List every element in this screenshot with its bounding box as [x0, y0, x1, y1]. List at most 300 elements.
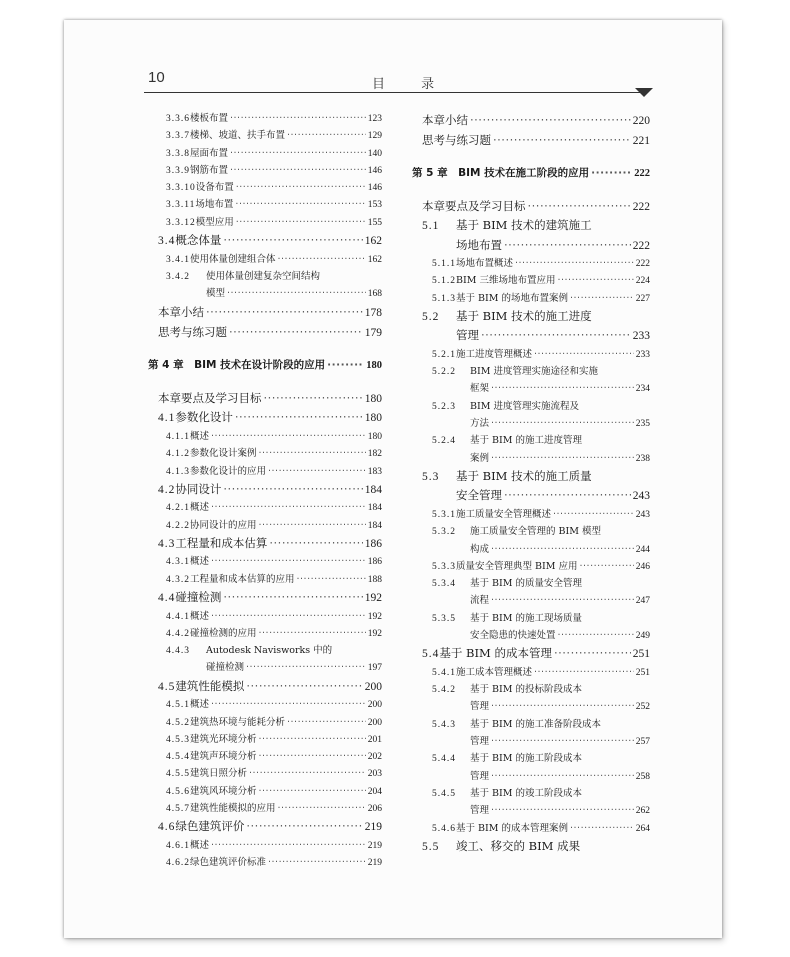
page-ref: 227 — [635, 293, 650, 304]
toc-entry-continuation — [412, 733, 650, 750]
entry-title: 基于 BIM 的竣工阶段成本 — [470, 787, 583, 799]
page-ref: 184 — [364, 483, 382, 496]
section-number: 5.5 — [422, 840, 440, 853]
section-number: 4.6.1 — [166, 840, 190, 851]
toc-entry — [148, 322, 382, 342]
dot-leader — [230, 145, 366, 162]
dot-leader — [558, 627, 634, 644]
dot-leader — [259, 748, 366, 765]
page-ref: 222 — [635, 259, 650, 269]
entry-title: 工程量和成本估算的应用 — [190, 573, 295, 585]
section-number: 4.1 — [158, 412, 176, 425]
section-number: 5.4.2 — [432, 685, 456, 696]
toc-entry — [148, 231, 382, 251]
page-ref: 246 — [635, 561, 650, 572]
dot-leader — [230, 162, 366, 179]
page-ref: 184 — [367, 520, 382, 531]
dot-leader — [470, 110, 631, 130]
toc-entry — [148, 214, 382, 231]
section-number: 5.1.2 — [432, 276, 456, 287]
entry-title-continued: 方法 — [470, 418, 490, 430]
section-number: 4.5.7 — [166, 804, 190, 815]
page-ref: 244 — [635, 544, 650, 555]
toc-entry — [148, 837, 382, 854]
section-number: 5.3.1 — [432, 509, 456, 520]
entry-title: 基于 BIM 技术的施工质量 — [456, 468, 592, 483]
page-ref: 180 — [364, 393, 382, 406]
entry-title: 施工进度管理概述 — [456, 348, 533, 360]
page-ref: 264 — [635, 823, 650, 834]
section-number: 4.5.6 — [166, 786, 190, 797]
dot-leader — [223, 231, 362, 251]
section-number: 4.4.1 — [166, 611, 190, 622]
section-number: 3.3.6 — [166, 114, 190, 124]
entry-title: 竣工、移交的 BIM 成果 — [456, 838, 581, 853]
page-ref: 192 — [367, 611, 382, 622]
toc-entry — [148, 765, 382, 782]
section-number: 4.4.2 — [166, 628, 190, 639]
toc-entry — [148, 854, 382, 871]
toc-entry — [148, 800, 382, 817]
section-number: 5.2.4 — [432, 436, 456, 447]
dot-leader — [491, 450, 634, 467]
page-ref: 262 — [635, 806, 650, 817]
section-number: 5.4 — [422, 648, 440, 661]
section-number: 4.5.3 — [166, 734, 190, 745]
page-ref: 204 — [367, 786, 382, 797]
entry-title: 参数化设计的应用 — [190, 465, 267, 477]
page-ref: 247 — [635, 596, 650, 607]
page-ref: 180 — [364, 412, 382, 425]
entry-title: BIM 三维场地布置应用 — [456, 275, 556, 287]
dot-leader — [481, 326, 631, 346]
toc-entry — [412, 363, 650, 380]
page-ref: 168 — [367, 289, 382, 300]
section-number: 4.1.3 — [166, 466, 190, 477]
dot-leader — [491, 592, 634, 609]
page-ref: 200 — [364, 680, 382, 693]
entry-title: 基于 BIM 的成本管理案例 — [456, 822, 569, 834]
toc-entry — [148, 354, 382, 376]
entry-title-continued: 流程 — [470, 595, 490, 607]
dot-leader — [570, 290, 634, 307]
dot-leader — [491, 541, 634, 558]
page-ref: 219 — [367, 840, 382, 851]
dot-leader — [259, 625, 366, 642]
dot-leader — [259, 517, 366, 534]
entry-title: 施工质量安全管理的 BIM 模型 — [470, 526, 602, 538]
page-ref: 201 — [367, 734, 382, 745]
dot-leader — [491, 733, 634, 750]
toc-entry-continuation — [412, 450, 650, 467]
page-ref: 219 — [367, 858, 382, 869]
entry-title: BIM 进度管理实施途径和实施 — [470, 366, 598, 378]
toc-entry-continuation — [412, 698, 650, 715]
page-ref: 252 — [635, 702, 650, 713]
entry-title: 概念体量 — [175, 233, 222, 248]
section-number: 3.3.9 — [166, 165, 190, 176]
entry-title: 建筑热环境与能耗分析 — [190, 716, 286, 728]
section-number: 5.2.2 — [432, 367, 456, 378]
page-ref: 251 — [635, 667, 650, 678]
entry-title: 钢筋布置 — [190, 164, 229, 176]
toc-entry-continuation — [412, 802, 650, 819]
toc-entry — [412, 750, 650, 767]
toc-entry — [148, 748, 382, 765]
page-ref: 220 — [632, 115, 650, 127]
dot-leader — [211, 608, 366, 625]
entry-title-continued: 构成 — [470, 543, 490, 555]
section-number: 5.4.5 — [432, 788, 456, 799]
dot-leader — [211, 837, 366, 854]
section-number: 5.3.3 — [432, 561, 456, 572]
dot-leader — [249, 765, 366, 782]
entry-title: 概述 — [190, 430, 210, 442]
entry-title: 本章小结 — [158, 305, 204, 320]
entry-title: 绿色建筑评价 — [175, 819, 245, 834]
dot-leader — [504, 486, 631, 506]
toc-entry — [148, 145, 382, 162]
toc-entry — [412, 558, 650, 575]
entry-title-continued: 安全隐患的快速处置 — [470, 630, 556, 642]
toc-entry — [148, 251, 382, 268]
page-ref: 179 — [364, 327, 382, 340]
toc-entry — [412, 820, 650, 837]
toc-entry — [148, 408, 382, 428]
page-ref: 219 — [364, 821, 382, 834]
entry-title: 概述 — [190, 610, 210, 622]
section-number: 5.4.3 — [432, 719, 456, 730]
toc-entry-continuation — [148, 659, 382, 676]
dot-leader — [227, 285, 366, 302]
toc-entry — [148, 179, 382, 196]
toc-entry-continuation — [412, 486, 650, 506]
entry-title: 楼板布置 — [190, 113, 229, 124]
page-ref: 182 — [367, 449, 382, 460]
entry-title: 本章要点及学习目标 — [158, 391, 262, 406]
toc-entry — [148, 127, 382, 144]
entry-title-continued: 安全管理 — [456, 488, 502, 503]
dot-leader — [211, 428, 366, 445]
section-number: 4.3.1 — [166, 557, 190, 568]
entry-title: 基于 BIM 技术的施工进度 — [456, 308, 592, 323]
section-number: 4.2.2 — [166, 520, 190, 531]
entry-title: 碰撞检测的应用 — [190, 627, 257, 639]
page-ref: 184 — [367, 503, 382, 514]
entry-title: 基于 BIM 的施工现场质量 — [470, 612, 583, 624]
entry-title: 参数化设计案例 — [190, 448, 257, 460]
toc-entry — [412, 130, 650, 150]
dot-leader — [493, 130, 631, 150]
toc-entry — [412, 290, 650, 307]
section-number: 4.5.1 — [166, 700, 190, 711]
entry-title: 参数化设计 — [175, 410, 233, 425]
toc-entry-continuation — [412, 768, 650, 785]
toc-entry — [412, 196, 650, 216]
dot-leader — [528, 196, 631, 216]
page-number: 10 — [148, 69, 165, 86]
dot-leader — [327, 354, 364, 376]
entry-title: 基于 BIM 的施工进度管理 — [470, 435, 583, 447]
dot-leader — [491, 802, 634, 819]
entry-title: 建筑声环境分析 — [190, 751, 257, 763]
entry-title: 质量安全管理典型 BIM 应用 — [456, 560, 578, 572]
toc-entry — [148, 517, 382, 534]
toc-entry — [148, 625, 382, 642]
page-ref: 186 — [367, 557, 382, 568]
toc-entry — [148, 553, 382, 570]
page-ref: 197 — [367, 663, 382, 674]
page-ref: 258 — [635, 771, 650, 782]
section-number: 4.4.3 — [166, 646, 190, 657]
section-number: 3.4.1 — [166, 254, 190, 265]
section-number: 5.1 — [422, 220, 440, 232]
toc-entry — [148, 677, 382, 697]
entry-title-continued: 管理 — [470, 701, 490, 713]
toc-entry — [148, 714, 382, 731]
toc-entry-continuation — [412, 627, 650, 644]
dot-leader — [287, 127, 366, 144]
dot-leader — [570, 820, 634, 837]
dot-leader — [297, 571, 366, 588]
page-ref: 202 — [367, 752, 382, 763]
entry-title: 工程量和成本估算 — [175, 535, 268, 550]
toc-entry — [412, 716, 650, 733]
dot-leader — [246, 659, 366, 676]
section-number: 3.4.2 — [166, 271, 190, 282]
entry-title: 本章要点及学习目标 — [422, 199, 526, 213]
entry-title: 建筑性能模拟的应用 — [190, 803, 276, 815]
page-ref: 162 — [367, 254, 382, 265]
entry-title: 使用体量创建复杂空间结构 — [206, 270, 321, 282]
page-ref: 155 — [367, 217, 382, 228]
entry-title: 施工质量安全管理概述 — [456, 508, 552, 520]
section-number: 5.3.4 — [432, 579, 456, 590]
section-number: 4.1.2 — [166, 449, 190, 460]
toc-entry-continuation — [412, 415, 650, 432]
dot-leader — [206, 302, 363, 322]
dot-leader — [491, 768, 634, 785]
page-ref: 183 — [367, 466, 382, 477]
toc-entry — [412, 162, 650, 184]
page-ref: 180 — [366, 360, 382, 372]
toc-entry — [148, 445, 382, 462]
entry-title: 第 4 章 BIM 技术在设计阶段的应用 — [148, 359, 326, 372]
dot-leader — [278, 800, 366, 817]
page-ref: 238 — [635, 453, 650, 464]
entry-title: 基于 BIM 的投标阶段成本 — [470, 684, 583, 696]
toc-entry — [148, 302, 382, 322]
page-ref: 221 — [632, 135, 650, 147]
page-ref: 146 — [367, 165, 382, 176]
entry-title: 使用体量创建组合体 — [190, 253, 276, 265]
section-number: 4.5.2 — [166, 717, 190, 728]
page-ref: 235 — [635, 419, 650, 430]
section-number: 5.3 — [422, 470, 440, 483]
page-ref: 257 — [635, 737, 650, 748]
dot-leader — [264, 388, 363, 408]
page-ref: 203 — [367, 769, 382, 780]
dot-leader — [557, 272, 633, 289]
section-number: 5.3.5 — [432, 613, 456, 624]
section-number: 3.3.12 — [166, 217, 196, 228]
entry-title: 本章小结 — [422, 113, 468, 127]
page-ref: 140 — [367, 148, 382, 159]
entry-title: 设备布置 — [195, 182, 234, 194]
toc-entry — [148, 817, 382, 837]
toc-entry — [412, 664, 650, 681]
dot-leader — [211, 553, 366, 570]
entry-title-continued: 管理 — [470, 770, 490, 782]
entry-title: 建筑光环境分析 — [190, 733, 257, 745]
toc-entry — [148, 268, 382, 285]
page-ref: 178 — [364, 307, 382, 320]
page-ref: 200 — [367, 700, 382, 711]
page-ref: 243 — [635, 509, 650, 520]
entry-title: 概述 — [190, 699, 210, 711]
dot-leader — [246, 817, 362, 837]
page-ref: 251 — [632, 648, 650, 661]
section-number: 5.4.6 — [432, 823, 456, 834]
page-ref: 192 — [367, 628, 382, 639]
section-number: 4.2.1 — [166, 503, 190, 514]
toc-entry — [412, 307, 650, 327]
toc-entry — [148, 480, 382, 500]
entry-title: 模型应用 — [195, 216, 234, 228]
toc-entry — [148, 696, 382, 713]
dot-leader — [554, 644, 631, 664]
entry-title-continued: 模型 — [206, 288, 226, 300]
dot-leader — [223, 480, 362, 500]
section-number: 4.3 — [158, 537, 176, 550]
chapter-gap — [148, 376, 382, 388]
entry-title: 场地布置概述 — [456, 258, 514, 269]
toc-entry-continuation — [412, 541, 650, 558]
toc-entry — [412, 785, 650, 802]
dot-leader — [269, 534, 362, 554]
chapter-gap — [412, 150, 650, 162]
toc-entry — [412, 398, 650, 415]
entry-title: 楼梯、坡道、扶手布置 — [190, 130, 286, 142]
toc-entry — [412, 346, 650, 363]
toc-entry — [412, 837, 650, 857]
section-number: 4.5 — [158, 680, 176, 693]
section-number: 4.2 — [158, 483, 176, 496]
page-ref: 222 — [632, 239, 650, 252]
entry-title: 概述 — [190, 839, 210, 851]
page-ref: 146 — [367, 183, 382, 194]
entry-title: 基于 BIM 的施工阶段成本 — [470, 753, 583, 765]
dot-leader — [236, 214, 366, 231]
toc-entry — [148, 110, 382, 127]
entry-title-continued: 碰撞检测 — [206, 662, 245, 674]
section-number: 4.5.5 — [166, 769, 190, 780]
dot-leader — [230, 110, 366, 127]
entry-title: 建筑性能模拟 — [175, 678, 245, 693]
toc-entry-continuation — [412, 592, 650, 609]
section-number: 5.3.2 — [432, 527, 456, 538]
page-ref: 200 — [367, 717, 382, 728]
section-number: 3.3.7 — [166, 131, 190, 142]
entry-title: 协同设计 — [175, 481, 222, 496]
entry-title: 概述 — [190, 556, 210, 568]
section-number: 5.2.3 — [432, 401, 456, 412]
toc-right-column — [412, 110, 650, 856]
dot-leader — [268, 463, 366, 480]
page-ref: 224 — [635, 276, 650, 287]
toc-entry — [148, 428, 382, 445]
dot-leader — [534, 346, 634, 363]
page-ref: 243 — [632, 490, 650, 503]
toc-entry — [148, 608, 382, 625]
toc-entry-continuation — [412, 236, 650, 256]
entry-title: 碰撞检测 — [175, 590, 222, 605]
section-number: 3.3.11 — [166, 200, 196, 211]
chapter-gap — [412, 184, 650, 196]
header-rule — [144, 92, 644, 93]
toc-entry-continuation — [412, 380, 650, 397]
section-number: 5.2.1 — [432, 349, 456, 360]
dot-leader — [491, 380, 634, 397]
page-ref: 233 — [635, 349, 650, 360]
entry-title-continued: 场地布置 — [456, 237, 502, 252]
dot-leader — [246, 677, 362, 697]
entry-title: 基于 BIM 的场地布置案例 — [456, 292, 569, 304]
toc-entry — [412, 272, 650, 289]
entry-title: BIM 进度管理实施流程及 — [470, 400, 579, 412]
section-number: 3.3.8 — [166, 148, 190, 159]
toc-entry — [412, 681, 650, 698]
toc-entry — [412, 432, 650, 449]
section-number: 5.1.1 — [432, 259, 456, 269]
toc-entry — [412, 644, 650, 664]
dot-leader — [504, 236, 631, 256]
page-ref: 180 — [367, 431, 382, 442]
entry-title: 基于 BIM 的质量安全管理 — [470, 578, 583, 590]
entry-title: 思考与练习题 — [422, 133, 491, 147]
entry-title-continued: 案例 — [470, 452, 490, 464]
page-ref: 162 — [364, 235, 382, 248]
toc-entry — [148, 571, 382, 588]
toc-entry — [412, 467, 650, 487]
entry-title: Autodesk Navisworks 中的 — [206, 645, 333, 657]
dot-leader — [235, 408, 363, 428]
entry-title: 绿色建筑评价标准 — [190, 857, 267, 869]
page-ref: 206 — [367, 804, 382, 815]
toc-entry — [148, 499, 382, 516]
entry-title-continued: 管理 — [470, 805, 490, 817]
header-corner-mark — [635, 88, 653, 97]
entry-title: 思考与练习题 — [158, 325, 227, 340]
entry-title: 概述 — [190, 502, 210, 514]
page-ref: 129 — [367, 131, 382, 142]
header-title: 目 录 — [372, 77, 451, 92]
toc-entry — [148, 162, 382, 179]
entry-title: 基于 BIM 的施工准备阶段成本 — [470, 718, 602, 730]
section-number: 5.1.3 — [432, 293, 456, 304]
dot-leader — [534, 664, 634, 681]
entry-title: 场地布置 — [195, 199, 234, 211]
dot-leader — [491, 698, 634, 715]
section-number: 4.6 — [158, 821, 176, 834]
toc-entry — [412, 110, 650, 130]
dot-leader — [491, 415, 634, 432]
chapter-gap — [148, 342, 382, 354]
entry-title: 协同设计的应用 — [190, 519, 257, 531]
dot-leader — [235, 196, 365, 213]
dot-leader — [278, 251, 366, 268]
dot-leader — [211, 696, 366, 713]
